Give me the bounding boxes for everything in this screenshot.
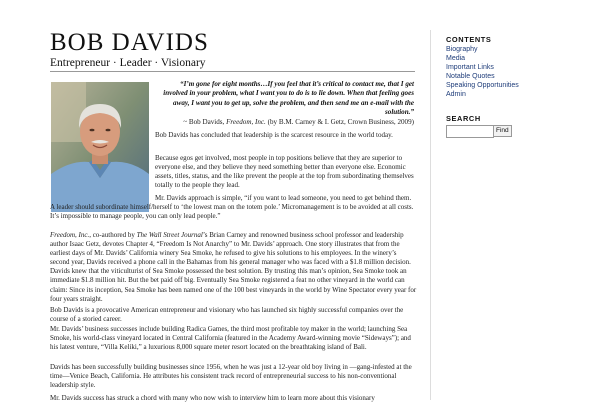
site-header (50, 30, 420, 72)
sidebar-link-speaking-opportunities[interactable]: Speaking Opportunities (446, 82, 519, 89)
cite-suffix: (by B.M. Carney & I. Getz, Crown Business, 2009) (265, 118, 414, 126)
sidebar-link-admin[interactable]: Admin (446, 91, 466, 98)
contents-heading: CONTENTS (446, 35, 492, 44)
cite-book: Freedom, Inc. (226, 118, 266, 126)
site-title[interactable]: BOB DAVIDS (50, 29, 209, 56)
paragraph-7: Davids has been successfully building businesses since 1956, when he was just a 12-year old boy living in —gang-infested at the time—Venice Beach, California. He attributes his consistent track record of entrepreneurial success to his non-conventional leadership style. (50, 363, 412, 390)
bob-davids-photo (51, 82, 149, 212)
quote-citation (156, 118, 414, 127)
contents-links (446, 45, 576, 99)
p4-text-b: ’s Brian Carney and renowned business school professor and leadership author Isaac Getz, devotes Chapter 4, “Freedom Is Not Anarchy” to Mr. Davids’ approach. One story illustrates that from the earliest days of Mr. Davids’ California winery Sea Smoke, he refused to give his solutions to his employees. In the winery’s second year, Davids received a phone call in the Bahamas from his general manager who was faced with a $1.8 million decision. Davids knew that the viticulturist of Sea Smoke possessed the best solution. By trusting this man’s opinion, Sea Smoke took an immediate $1.8 million hit. But the bet paid off big. Eventually Sea Smoke registered a feat no other vineyard in the world can claim: Since its inception, Sea Smoke has been named one of the 100 best vineyards in the world by Wine Spectator every year for four years straight. (50, 231, 417, 303)
sidebar-link-biography[interactable]: Biography (446, 46, 478, 53)
search-input[interactable] (446, 125, 494, 138)
sidebar-divider (430, 30, 431, 400)
p4-book-title: Freedom, Inc. (50, 231, 90, 239)
sidebar-link-notable-quotes[interactable]: Notable Quotes (446, 73, 495, 80)
paragraph-8: Mr. Davids success has struck a chord with many who now wish to interview him to learn more about this visionary (50, 394, 375, 402)
find-button[interactable]: Find (493, 125, 512, 137)
paragraph-6: Mr. Davids’ business successes include building Radica Games, the third most profitable toy maker in the world; launching Sea Smoke, his world-class vineyard located in Central California (featured in the Academy Award-winning movie “Sideways”); and his latest venture, “Villa Keliki,” a luxurious 8,000 square meter resort located on the breathtaking island of Bali. (50, 325, 411, 352)
search-heading: SEARCH (446, 114, 481, 123)
p4-text-a: , co-authored by (89, 231, 137, 239)
sidebar-contents (446, 35, 576, 99)
paragraph-5: Bob Davids is a provocative American entrepreneur and visionary who has launched six highly successful companies over the course of a storied career. (50, 306, 404, 324)
paragraph-4 (50, 231, 417, 304)
sidebar-link-media[interactable]: Media (446, 55, 466, 62)
site-tagline: Entrepreneur · Leader · Visionary (50, 56, 415, 72)
paragraph-2: Because egos get involved, most people in top positions believe that they are superior to everyone else, and they believe they need something better than everyone else. Economic assets, titles, status, and the like prevent the people at the top from subordinating themselves totally to the people they lead. (155, 154, 414, 190)
sidebar-link-important-links[interactable]: Important Links (446, 64, 494, 71)
search-section (446, 114, 481, 123)
cite-prefix: ~ Bob Davids, (183, 118, 227, 126)
paragraph-3: Mr. Davids approach is simple, “if you want to lead someone, you need to get behind them. A leader should subordinate himself/herself to ‘the lowest man on the totem pole.’ Micromanagement is to be avoided at all costs. It’s impossible to manage people, you can only lead people.” (50, 194, 414, 221)
featured-quote: “I’m gone for eight months…If you feel that it’s critical to contact me, that I get involved in your problem, what I want you to do is to lie down. When that feeling goes away, I want you to get up, solve the problem, and then send me an e-mail with the solution.” (163, 80, 414, 117)
paragraph-1: Bob Davids has concluded that leadership is the scarcest resource in the world today. (155, 131, 393, 139)
p4-journal-title: The Wall Street Journal (136, 231, 203, 239)
